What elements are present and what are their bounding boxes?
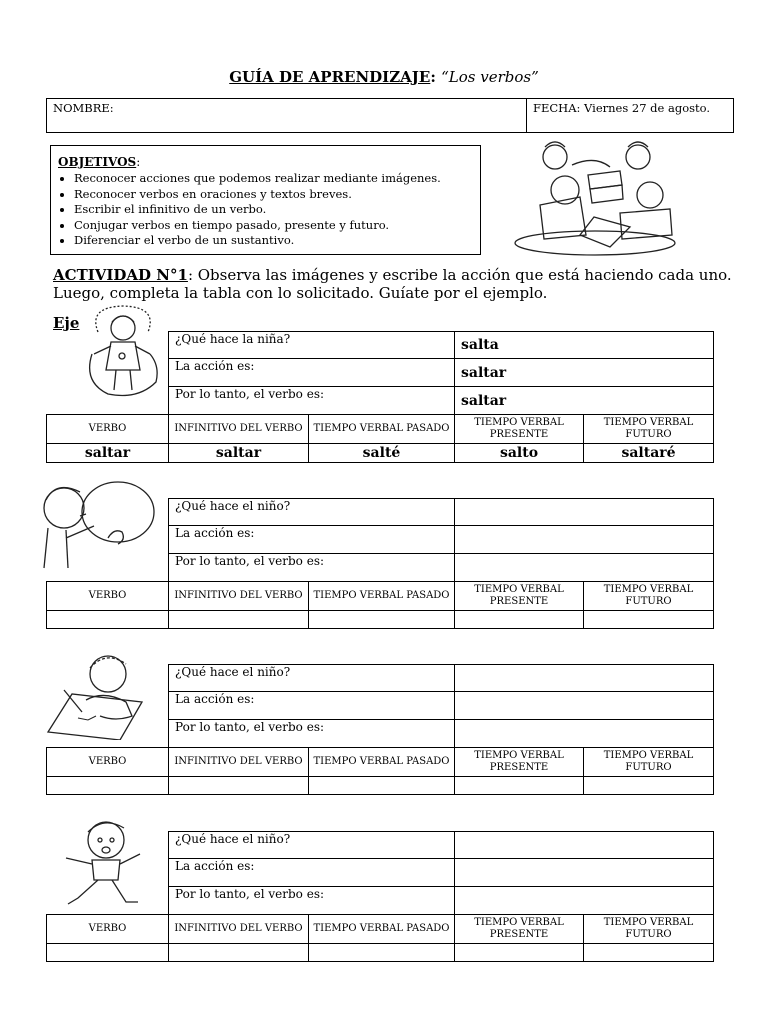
answer-cell[interactable]	[455, 692, 714, 720]
verb-table-4	[46, 914, 714, 962]
verb-cell[interactable]	[584, 611, 714, 629]
name-date-box	[46, 98, 734, 133]
answer-cell[interactable]	[455, 859, 714, 887]
verb-cell[interactable]	[47, 944, 169, 962]
date-label: FECHA: Viernes 27 de agosto.	[533, 101, 711, 115]
verb-cell[interactable]	[584, 777, 714, 795]
question-cell: La acción es:	[169, 859, 455, 887]
title-subtitle: “Los verbos”	[441, 68, 539, 86]
verb-table-3	[46, 747, 714, 795]
question-cell: Por lo tanto, el verbo es:	[169, 554, 455, 582]
objective-item: • Diferenciar el verbo de un sustantivo.	[74, 233, 473, 249]
header-presente: TIEMPO VERBAL PRESENTE	[455, 415, 584, 444]
question-cell: ¿Qué hace el niño?	[169, 499, 455, 526]
verb-cell[interactable]	[455, 777, 584, 795]
objectives-title: OBJETIVOS	[58, 155, 137, 169]
verb-cell[interactable]: saltar	[47, 444, 169, 463]
objectives-list	[58, 171, 473, 249]
page-title	[0, 68, 768, 86]
verb-cell[interactable]: saltaré	[584, 444, 714, 463]
answer-cell[interactable]	[455, 720, 714, 748]
verb-cell[interactable]	[169, 944, 309, 962]
verb-table-1	[46, 414, 714, 463]
answer-cell[interactable]	[455, 832, 714, 859]
header-infinitivo: INFINITIVO DEL VERBO	[169, 415, 309, 444]
header-presente: TIEMPO VERBAL PRESENTE	[455, 748, 584, 777]
title-prefix: GUÍA DE APRENDIZAJE	[229, 68, 431, 86]
header-infinitivo: INFINITIVO DEL VERBO	[169, 582, 309, 611]
verb-cell[interactable]	[309, 944, 455, 962]
question-table-4	[168, 831, 714, 915]
header-verbo: VERBO	[47, 415, 169, 444]
verb-table-2	[46, 581, 714, 629]
header-futuro: TIEMPO VERBAL FUTURO	[584, 415, 714, 444]
header-verbo: VERBO	[47, 582, 169, 611]
verb-cell[interactable]: salto	[455, 444, 584, 463]
verb-cell[interactable]	[47, 777, 169, 795]
header-futuro: TIEMPO VERBAL FUTURO	[584, 748, 714, 777]
question-cell: Por lo tanto, el verbo es:	[169, 387, 455, 415]
boy-writing-illustration	[46, 650, 146, 740]
question-cell: Por lo tanto, el verbo es:	[169, 887, 455, 915]
header-verbo: VERBO	[47, 748, 169, 777]
header-pasado: TIEMPO VERBAL PASADO	[309, 748, 455, 777]
verb-cell[interactable]: salté	[309, 444, 455, 463]
objective-item: • Reconocer acciones que podemos realizar mediante imágenes.	[74, 171, 473, 187]
question-cell: Por lo tanto, el verbo es:	[169, 720, 455, 748]
girl-jumping-rope-illustration	[78, 302, 168, 397]
question-cell: ¿Qué hace la niña?	[169, 332, 455, 359]
header-verbo: VERBO	[47, 915, 169, 944]
question-cell: La acción es:	[169, 526, 455, 554]
answer-cell[interactable]: saltar	[455, 387, 714, 415]
question-table-1	[168, 331, 714, 415]
header-futuro: TIEMPO VERBAL FUTURO	[584, 582, 714, 611]
verb-cell[interactable]: saltar	[169, 444, 309, 463]
header-pasado: TIEMPO VERBAL PASADO	[309, 415, 455, 444]
verb-cell[interactable]	[455, 611, 584, 629]
answer-cell[interactable]: saltar	[455, 359, 714, 387]
name-label: NOMBRE:	[53, 101, 114, 115]
verb-cell[interactable]	[584, 944, 714, 962]
question-table-3	[168, 664, 714, 748]
answer-cell[interactable]	[455, 499, 714, 526]
question-cell: La acción es:	[169, 359, 455, 387]
verb-cell[interactable]	[169, 611, 309, 629]
header-infinitivo: INFINITIVO DEL VERBO	[169, 748, 309, 777]
answer-cell[interactable]	[455, 887, 714, 915]
children-reading-illustration	[510, 135, 680, 257]
header-pasado: TIEMPO VERBAL PASADO	[309, 582, 455, 611]
boy-running-illustration	[48, 814, 148, 910]
answer-cell[interactable]	[455, 554, 714, 582]
answer-cell[interactable]	[455, 526, 714, 554]
name-field[interactable]	[47, 99, 527, 132]
verb-cell[interactable]	[309, 611, 455, 629]
question-table-2	[168, 498, 714, 582]
verb-cell[interactable]	[47, 611, 169, 629]
question-cell: ¿Qué hace el niño?	[169, 832, 455, 859]
objective-item: • Conjugar verbos en tiempo pasado, presente y futuro.	[74, 218, 473, 234]
verb-cell[interactable]	[169, 777, 309, 795]
objective-item: • Reconocer verbos en oraciones y textos breves.	[74, 187, 473, 203]
activity-text: : Observa las imágenes y escribe la acción que está haciendo cada uno. Luego, completa la tabla con lo solicitado. Guíate por el ejemplo.	[53, 266, 732, 302]
header-futuro: TIEMPO VERBAL FUTURO	[584, 915, 714, 944]
question-cell: ¿Qué hace el niño?	[169, 665, 455, 692]
activity-label: ACTIVIDAD N°1	[53, 266, 188, 284]
date-field	[527, 99, 733, 132]
verb-cell[interactable]	[309, 777, 455, 795]
header-infinitivo: INFINITIVO DEL VERBO	[169, 915, 309, 944]
question-cell: La acción es:	[169, 692, 455, 720]
activity-instructions	[53, 266, 733, 302]
answer-cell[interactable]	[455, 665, 714, 692]
objective-item: • Escribir el infinitivo de un verbo.	[74, 202, 473, 218]
title-colon: :	[430, 68, 436, 86]
header-pasado: TIEMPO VERBAL PASADO	[309, 915, 455, 944]
example-label: Eje	[53, 314, 80, 332]
objectives-box: OBJETIVOS: • Reconocer acciones que podemos realizar mediante imágenes. • Reconocer verbos en oraciones y textos breves. • Escribir el infinitivo de un verbo. • Conjugar verbos en tiempo pasado, presente y futuro. • Diferenciar el verbo de un sustantivo.	[50, 145, 481, 255]
verb-cell[interactable]	[455, 944, 584, 962]
header-presente: TIEMPO VERBAL PRESENTE	[455, 582, 584, 611]
boy-blowing-balloon-illustration	[36, 478, 166, 574]
header-presente: TIEMPO VERBAL PRESENTE	[455, 915, 584, 944]
answer-cell[interactable]: salta	[455, 332, 714, 359]
